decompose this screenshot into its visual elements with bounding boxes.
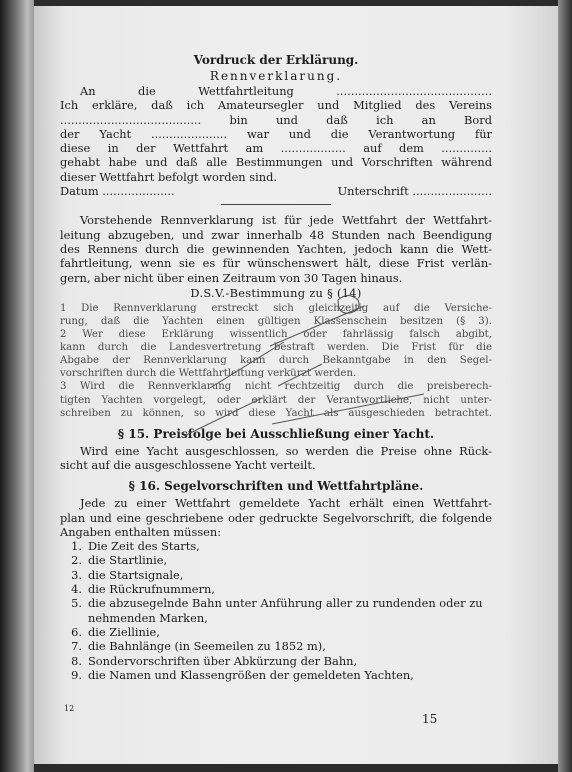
section-16-line: Angaben enthalten müssen: bbox=[60, 524, 222, 539]
dsv-line: tigten Yachten vorgelegt, oder erklärt der Verantwortliche, nicht unter- bbox=[60, 394, 492, 406]
list-item bbox=[60, 539, 492, 553]
list-item-number: 1. bbox=[71, 539, 82, 554]
form-line: diese in der Wettfahrt am .................. auf dem .............. bbox=[60, 141, 492, 156]
list-item-text: die Namen und Klassengrößen der gemeldeten Yachten, bbox=[88, 667, 414, 682]
list-item-number: 4. bbox=[71, 582, 82, 597]
section-16-line: Jede zu einer Wettfahrt gemeldete Yacht erhält einen Wettfahrt- bbox=[80, 496, 492, 511]
list-item bbox=[60, 568, 492, 582]
list-item bbox=[60, 625, 492, 639]
list-item-text: die Ziellinie, bbox=[88, 624, 160, 639]
form-line: An die Wettfahrtleitung ........................................... bbox=[80, 84, 492, 98]
dsv-line: 2 Wer diese Erklärung wissentlich oder fahrlässig falsch abgibt, bbox=[60, 329, 492, 341]
list-item-number: 5. bbox=[71, 596, 82, 611]
list-item-number: 9. bbox=[71, 667, 82, 682]
form-line: ....................................... bin und daß ich an Bord bbox=[60, 112, 492, 127]
dsv-line: 1 Die Rennverklarung erstreckt sich gleichzeitig auf die Versiche- bbox=[60, 302, 492, 314]
section-16-heading: § 16. Segelvorschriften und Wettfahrtpläne. bbox=[128, 479, 424, 494]
intro-line: fahrtleitung, wenn sie es für wünschenswert hält, diese Frist verlän- bbox=[60, 256, 492, 271]
section-15-heading: § 15. Preisfolge bei Ausschließung einer Yacht. bbox=[117, 426, 435, 441]
form-body bbox=[60, 84, 492, 198]
section-15-body bbox=[60, 444, 492, 473]
list-item-text: die Startlinie, bbox=[88, 553, 168, 568]
intro-line: leitung abzugeben, und zwar innerhalb 48 Stunden nach Beendigung bbox=[60, 227, 492, 242]
divider-rule bbox=[221, 204, 331, 205]
list-item-number: 8. bbox=[71, 653, 82, 668]
signature-field-label: Unterschrift ...................... bbox=[337, 184, 492, 199]
list-item-number: 3. bbox=[71, 567, 82, 582]
list-item-text: die Rückrufnummern, bbox=[88, 582, 215, 597]
intro-line: des Rennens durch die gewinnenden Yachten, jedoch kann die Wett- bbox=[60, 241, 492, 256]
dsv-line: Abgabe der Rennverklarung kann durch Bekanntgabe in den Segel- bbox=[60, 355, 492, 367]
form-line: dieser Wettfahrt befolgt worden sind. bbox=[60, 169, 278, 184]
dsv-provisions bbox=[60, 302, 492, 420]
section-15-line: sicht auf die ausgeschlossene Yacht verteilt. bbox=[60, 458, 316, 472]
list-item-text: die abzusegelnde Bahn unter Anführung aller zu rundenden oder zu nehmenden Marken, bbox=[88, 596, 483, 625]
list-item bbox=[60, 639, 492, 653]
form-line: der Yacht ..................... war und die Verantwortung für bbox=[60, 126, 492, 141]
form-heading: Vordruck der Erklärung. bbox=[193, 53, 359, 67]
list-item-number: 7. bbox=[71, 639, 82, 654]
dsv-line: rung, daß die Yachten einen gültigen Klassenschein besitzen (§ 3). bbox=[60, 315, 492, 327]
section-15-line: Wird eine Yacht ausgeschlossen, so werden die Preise ohne Rück- bbox=[80, 443, 492, 458]
dsv-line: schreiben zu können, so wird diese Yacht als ausgeschieden betrachtet. bbox=[60, 407, 492, 419]
dsv-line: kann durch die Landesvertretung bestraft werden. Die Frist für die bbox=[60, 342, 492, 354]
list-item-number: 2. bbox=[71, 553, 82, 568]
section-16-body bbox=[60, 496, 492, 539]
dsv-line: 3 Wird die Rennverklarung nicht rechtzeitig durch die preisberech- bbox=[60, 381, 492, 393]
list-item bbox=[60, 553, 492, 567]
list-item-text: Sondervorschriften über Abkürzung der Bahn, bbox=[88, 653, 358, 668]
section-16-line: plan und eine geschriebene oder gedruckte Segelvorschrift, die folgende bbox=[60, 510, 492, 525]
form-line: Ich erkläre, daß ich Amateursegler und Mitglied des Vereins bbox=[60, 98, 492, 113]
list-item-text: Die Zeit des Starts, bbox=[88, 539, 200, 554]
dsv-heading: D.S.V.-Bestimmung zu § (14) bbox=[190, 285, 362, 300]
intro-paragraph bbox=[60, 213, 492, 284]
intro-line: gern, aber nicht über einen Zeitraum von 30 Tagen hinaus. bbox=[60, 270, 403, 285]
intro-line: Vorstehende Rennverklarung ist für jede Wettfahrt der Wettfahrt- bbox=[80, 213, 492, 228]
signature-row bbox=[60, 184, 492, 198]
book-page bbox=[34, 6, 558, 764]
list-item-text: die Bahnlänge (in Seemeilen zu 1852 m), bbox=[88, 639, 326, 654]
form-subheading: Rennverklarung. bbox=[209, 69, 343, 83]
signature-mark: 12 bbox=[64, 704, 75, 713]
requirements-list bbox=[60, 539, 492, 682]
list-item bbox=[60, 654, 492, 668]
list-item bbox=[60, 668, 492, 682]
form-line: gehabt habe und daß alle Bestimmungen und Vorschriften während bbox=[60, 155, 492, 170]
book-edge-right bbox=[558, 0, 572, 772]
list-item-text: die Startsignale, bbox=[88, 567, 184, 582]
page-text bbox=[60, 52, 492, 682]
date-field-label: Datum .................... bbox=[60, 184, 175, 199]
list-item-number: 6. bbox=[71, 624, 82, 639]
page-number: 15 bbox=[422, 712, 438, 726]
dsv-line: vorschriften durch die Wettfahrtleitung verkürzt werden. bbox=[60, 368, 357, 380]
book-binding-left bbox=[0, 0, 34, 772]
list-item bbox=[60, 582, 492, 596]
list-item bbox=[60, 596, 492, 625]
